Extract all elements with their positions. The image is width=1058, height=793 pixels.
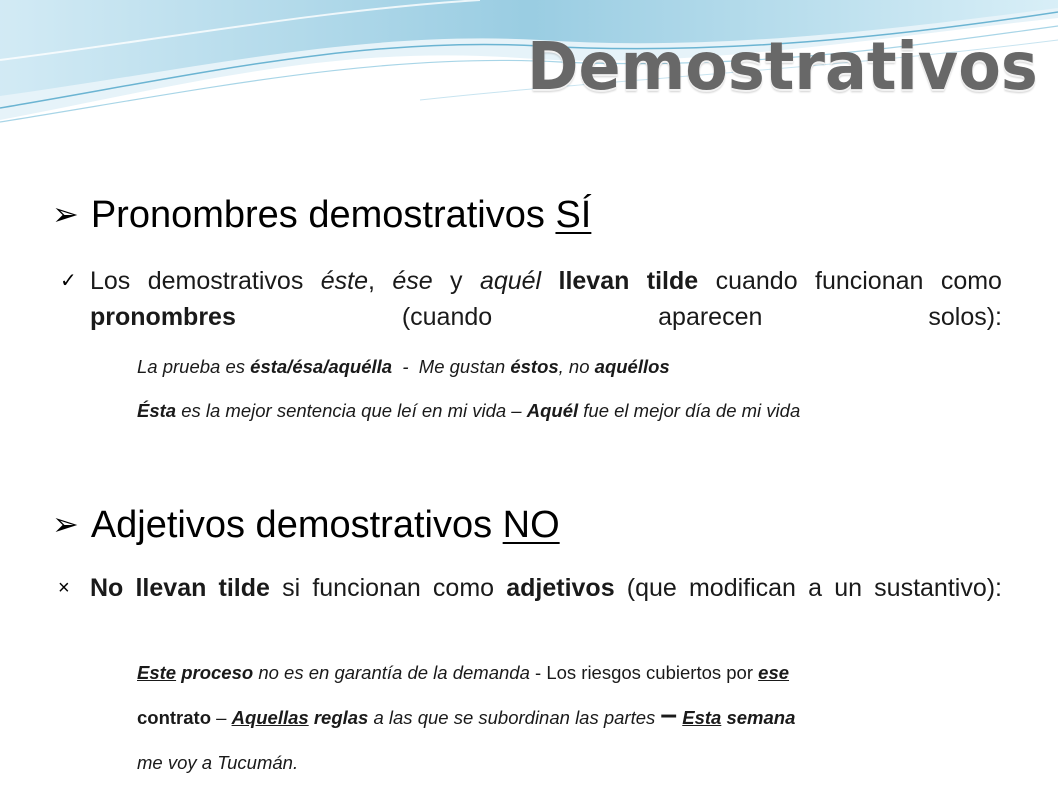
example-adjetivos-line-3: me voy a Tucumán. [137,752,299,773]
arrow-bullet-icon: ➢ [52,506,79,542]
checkmark-icon: ✓ [60,270,77,292]
section-heading-pronombres: ➢ Pronombres demostrativos SÍ [52,194,592,236]
arrow-bullet-icon: ➢ [52,196,79,232]
page-title: Demostrativos [527,28,1038,105]
rule-adjetivos: No llevan tilde si funcionan como adjetivos (que modifican a un sustantivo): [90,574,1002,602]
example-adjetivos-line-1: Este proceso no es en garantía de la demanda - Los riesgos cubiertos por ese [137,662,790,683]
example-pronombres-1: La prueba es ésta/ésa/aquélla - Me gustan éstos, no aquéllos [137,356,670,377]
example-adjetivos-line-2: contrato – Aquellas reglas a las que se subordinan las partes – Esta semana [137,698,796,731]
cross-icon: × [58,577,70,599]
section-heading-adjetivos: ➢ Adjetivos demostrativos NO [52,504,560,546]
rule-pronombres: Los demostrativos éste, ése y aquél llevan tilde cuando funcionan como pronombres (cuando aparecen solos): [90,267,1002,331]
example-pronombres-2: Ésta es la mejor sentencia que leí en mi vida – Aquél fue el mejor día de mi vida [137,400,801,421]
